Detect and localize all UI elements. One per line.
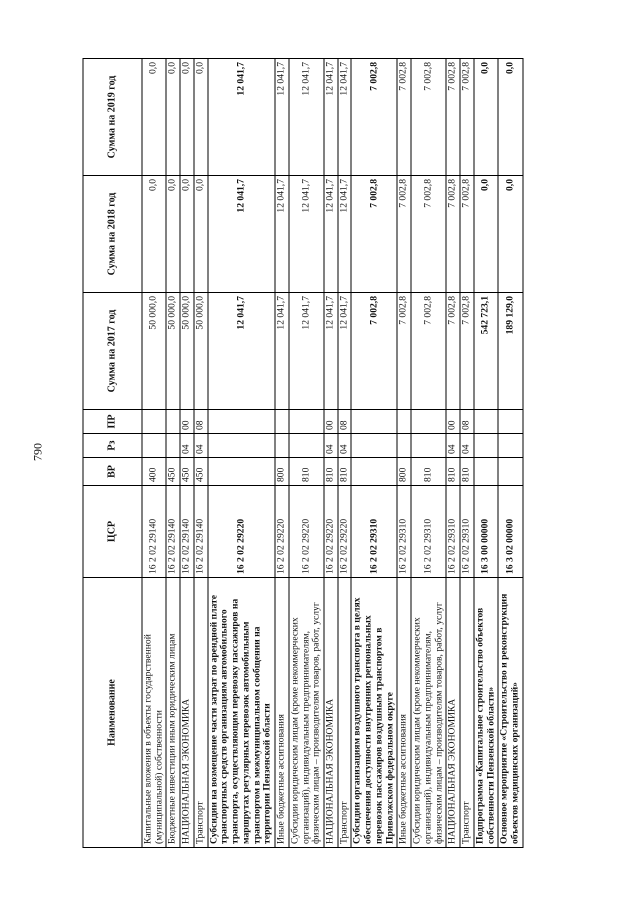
cell-csr: 16 2 02 29140 xyxy=(180,485,194,577)
cell-csr: 16 2 02 29220 xyxy=(208,485,275,577)
cell-sum-2018: 12 041,7 xyxy=(275,175,289,292)
table-row xyxy=(208,58,275,847)
cell-vr: 810 xyxy=(460,457,474,485)
cell-sum-2017: 7 002,8 xyxy=(411,292,446,409)
cell-name: Бюджетные инвестиции иным юридическим лицам xyxy=(166,577,180,847)
cell-sum-2019: 0,0 xyxy=(474,58,498,175)
header-sum-2017: Сумма на 2017 год xyxy=(83,292,142,409)
table-row xyxy=(142,58,166,847)
cell-sum-2018: 7 002,8 xyxy=(397,175,411,292)
cell-name: НАЦИОНАЛЬНАЯ ЭКОНОМИКА xyxy=(446,577,460,847)
cell-csr: 16 2 02 29310 xyxy=(351,485,397,577)
page-number: 790 xyxy=(30,443,45,461)
cell-sum-2019: 7 002,8 xyxy=(446,58,460,175)
cell-rz: 04 xyxy=(338,433,352,457)
cell-rz xyxy=(166,433,180,457)
table-row xyxy=(474,58,498,847)
cell-pr xyxy=(351,409,397,433)
table-row xyxy=(166,58,180,847)
cell-sum-2017: 542 723,1 xyxy=(474,292,498,409)
cell-sum-2017: 12 041,7 xyxy=(208,292,275,409)
cell-sum-2018: 12 041,7 xyxy=(338,175,352,292)
cell-csr: 16 2 02 29140 xyxy=(194,485,208,577)
cell-pr: 08 xyxy=(460,409,474,433)
cell-name: Капитальные вложения в объекты государственной (муниципальной) собственности xyxy=(142,577,166,847)
cell-vr xyxy=(474,457,498,485)
cell-rz xyxy=(289,433,324,457)
cell-name: Субсидии на возмещение части затрат по арендной плате транспортных средств организациям автомобильного транспорта, осуществляющим перевозку пассажиров на маршрутах регулярных перевозок автомобильным транспортом в межмуниципальном сообщении на территории Пензенской области xyxy=(208,577,275,847)
cell-sum-2018: 0,0 xyxy=(498,175,522,292)
cell-sum-2019: 0,0 xyxy=(194,58,208,175)
table-row xyxy=(338,58,352,847)
cell-rz xyxy=(474,433,498,457)
cell-name: Основное мероприятие «Строительство и реконструкция объектов медицинских организаций» xyxy=(498,577,522,847)
cell-pr xyxy=(208,409,275,433)
cell-name: НАЦИОНАЛЬНАЯ ЭКОНОМИКА xyxy=(324,577,338,847)
cell-name: Иные бюджетные ассигнования xyxy=(275,577,289,847)
cell-pr: 08 xyxy=(194,409,208,433)
header-row xyxy=(83,58,142,847)
cell-sum-2017: 7 002,8 xyxy=(397,292,411,409)
cell-vr: 810 xyxy=(324,457,338,485)
cell-csr: 16 2 02 29310 xyxy=(460,485,474,577)
cell-vr: 800 xyxy=(275,457,289,485)
cell-vr: 450 xyxy=(180,457,194,485)
cell-sum-2019: 0,0 xyxy=(498,58,522,175)
cell-vr xyxy=(498,457,522,485)
cell-sum-2017: 50 000,0 xyxy=(194,292,208,409)
cell-rz xyxy=(411,433,446,457)
cell-sum-2019: 7 002,8 xyxy=(411,58,446,175)
table-row xyxy=(446,58,460,847)
cell-rz xyxy=(208,433,275,457)
header-sum-2018: Сумма на 2018 год xyxy=(83,175,142,292)
cell-name: Иные бюджетные ассигнования xyxy=(397,577,411,847)
cell-sum-2019: 7 002,8 xyxy=(351,58,397,175)
cell-sum-2017: 12 041,7 xyxy=(324,292,338,409)
cell-pr: 08 xyxy=(338,409,352,433)
cell-name: Транспорт xyxy=(194,577,208,847)
table-row xyxy=(351,58,397,847)
cell-vr xyxy=(208,457,275,485)
rotated-page xyxy=(83,58,558,848)
table-row xyxy=(194,58,208,847)
table-row xyxy=(180,58,194,847)
cell-sum-2019: 0,0 xyxy=(180,58,194,175)
cell-csr: 16 3 02 00000 xyxy=(498,485,522,577)
cell-sum-2019: 12 041,7 xyxy=(289,58,324,175)
cell-csr: 16 2 02 29140 xyxy=(142,485,166,577)
cell-sum-2018: 12 041,7 xyxy=(324,175,338,292)
cell-sum-2019: 0,0 xyxy=(166,58,180,175)
cell-rz: 04 xyxy=(194,433,208,457)
cell-sum-2018: 0,0 xyxy=(142,175,166,292)
header-pr: ПР xyxy=(83,409,142,433)
cell-rz xyxy=(142,433,166,457)
cell-vr: 400 xyxy=(142,457,166,485)
cell-sum-2017: 12 041,7 xyxy=(275,292,289,409)
cell-sum-2019: 12 041,7 xyxy=(324,58,338,175)
cell-sum-2017: 12 041,7 xyxy=(338,292,352,409)
cell-sum-2019: 12 041,7 xyxy=(208,58,275,175)
cell-csr: 16 2 02 29310 xyxy=(446,485,460,577)
cell-sum-2018: 12 041,7 xyxy=(208,175,275,292)
cell-pr: 00 xyxy=(446,409,460,433)
cell-pr xyxy=(498,409,522,433)
cell-pr xyxy=(397,409,411,433)
cell-rz: 04 xyxy=(446,433,460,457)
cell-sum-2018: 0,0 xyxy=(194,175,208,292)
cell-sum-2017: 50 000,0 xyxy=(180,292,194,409)
budget-table xyxy=(83,58,524,848)
cell-csr: 16 2 02 29310 xyxy=(397,485,411,577)
cell-vr: 800 xyxy=(397,457,411,485)
cell-sum-2019: 7 002,8 xyxy=(460,58,474,175)
table-row xyxy=(498,58,522,847)
cell-sum-2017: 50 000,0 xyxy=(142,292,166,409)
header-name: Наименование xyxy=(83,577,142,847)
cell-csr: 16 2 02 29220 xyxy=(275,485,289,577)
cell-sum-2017: 7 002,8 xyxy=(460,292,474,409)
cell-sum-2019: 0,0 xyxy=(142,58,166,175)
cell-sum-2017: 50 000,0 xyxy=(166,292,180,409)
cell-sum-2018: 7 002,8 xyxy=(411,175,446,292)
cell-csr: 16 2 02 29140 xyxy=(166,485,180,577)
cell-name: Субсидии юридическим лицам (кроме некоммерческих организаций), индивидуальным предпринимателям, физическим лицам – производителям товаров, работ, услуг xyxy=(411,577,446,847)
table-row xyxy=(411,58,446,847)
cell-name: НАЦИОНАЛЬНАЯ ЭКОНОМИКА xyxy=(180,577,194,847)
cell-pr xyxy=(142,409,166,433)
header-sum-2019: Сумма на 2019 год xyxy=(83,58,142,175)
cell-vr: 810 xyxy=(446,457,460,485)
cell-rz xyxy=(397,433,411,457)
cell-sum-2019: 12 041,7 xyxy=(338,58,352,175)
cell-rz: 04 xyxy=(324,433,338,457)
table-row xyxy=(324,58,338,847)
cell-sum-2017: 7 002,8 xyxy=(351,292,397,409)
cell-sum-2018: 0,0 xyxy=(474,175,498,292)
table-row xyxy=(289,58,324,847)
cell-pr xyxy=(166,409,180,433)
cell-name: Транспорт xyxy=(460,577,474,847)
cell-pr: 00 xyxy=(324,409,338,433)
cell-csr: 16 2 02 29220 xyxy=(338,485,352,577)
header-vr: ВР xyxy=(83,457,142,485)
cell-sum-2018: 12 041,7 xyxy=(289,175,324,292)
cell-sum-2017: 12 041,7 xyxy=(289,292,324,409)
cell-csr: 16 2 02 29220 xyxy=(324,485,338,577)
header-csr: ЦСР xyxy=(83,485,142,577)
cell-sum-2018: 7 002,8 xyxy=(351,175,397,292)
cell-vr xyxy=(351,457,397,485)
cell-name: Подпрограмма «Капитальное строительство объектов собственности Пензенской области» xyxy=(474,577,498,847)
cell-vr: 450 xyxy=(166,457,180,485)
cell-name: Субсидии организациям воздушного транспорта в целях обеспечения доступности внутренних региональных перевозок пассажиров воздушным транспортом в Приволжском федеральном округе xyxy=(351,577,397,847)
cell-name: Субсидии юридическим лицам (кроме некоммерческих организаций), индивидуальным предпринимателям, физическим лицам – производителям товаров, работ, услуг xyxy=(289,577,324,847)
cell-pr xyxy=(289,409,324,433)
cell-vr: 810 xyxy=(338,457,352,485)
cell-vr: 810 xyxy=(289,457,324,485)
table-row xyxy=(460,58,474,847)
cell-sum-2018: 0,0 xyxy=(180,175,194,292)
cell-sum-2018: 7 002,8 xyxy=(446,175,460,292)
cell-pr xyxy=(275,409,289,433)
header-rz: Рз xyxy=(83,433,142,457)
cell-rz xyxy=(351,433,397,457)
cell-sum-2018: 7 002,8 xyxy=(460,175,474,292)
cell-sum-2017: 189 129,0 xyxy=(498,292,522,409)
cell-sum-2017: 7 002,8 xyxy=(446,292,460,409)
cell-rz xyxy=(275,433,289,457)
cell-vr: 450 xyxy=(194,457,208,485)
cell-pr xyxy=(474,409,498,433)
cell-csr: 16 3 00 00000 xyxy=(474,485,498,577)
cell-vr: 810 xyxy=(411,457,446,485)
table-row xyxy=(275,58,289,847)
cell-pr xyxy=(411,409,446,433)
cell-rz xyxy=(498,433,522,457)
cell-sum-2018: 0,0 xyxy=(166,175,180,292)
cell-name: Транспорт xyxy=(338,577,352,847)
cell-sum-2019: 12 041,7 xyxy=(275,58,289,175)
cell-sum-2019: 7 002,8 xyxy=(397,58,411,175)
cell-rz: 04 xyxy=(460,433,474,457)
cell-csr: 16 2 02 29220 xyxy=(289,485,324,577)
cell-csr: 16 2 02 29310 xyxy=(411,485,446,577)
cell-pr: 00 xyxy=(180,409,194,433)
table-row xyxy=(397,58,411,847)
cell-rz: 04 xyxy=(180,433,194,457)
